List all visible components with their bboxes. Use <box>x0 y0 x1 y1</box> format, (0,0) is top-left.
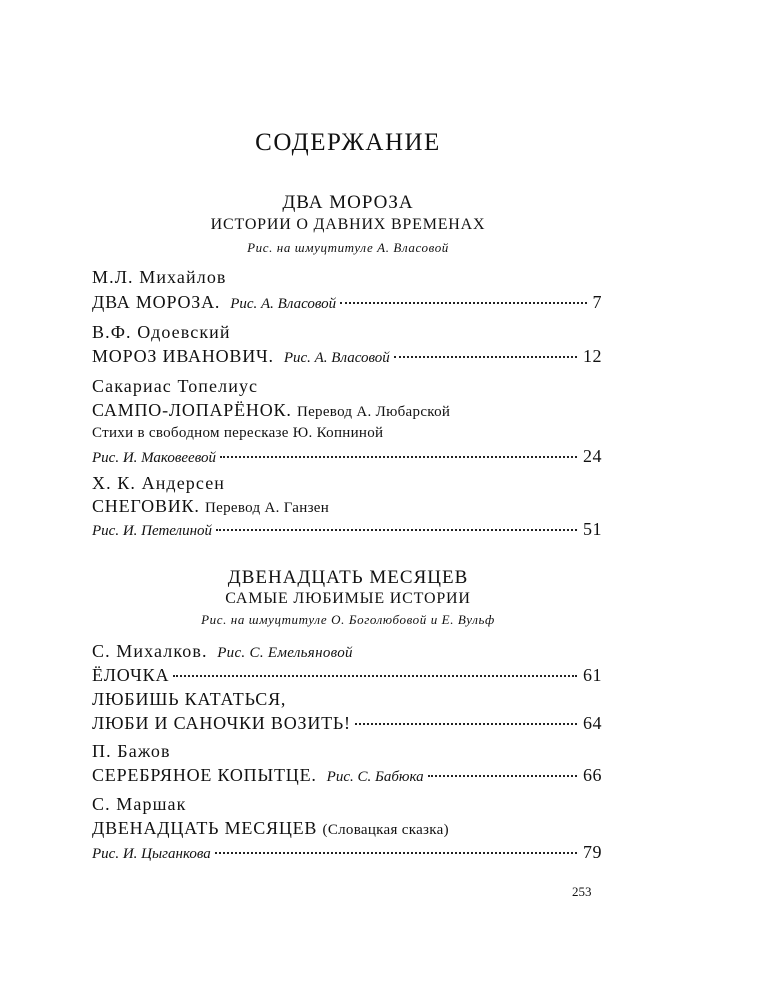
entry-page-number: 64 <box>583 713 602 733</box>
entry-author: С. Маршак <box>92 794 187 814</box>
entry-page-number: 7 <box>592 292 602 312</box>
toc-entry[interactable] <box>92 346 602 367</box>
entry-page-number: 61 <box>583 665 602 685</box>
dot-leader <box>216 529 577 531</box>
entry-translation: Перевод А. Ганзен <box>204 500 330 516</box>
entry-title: ЛЮБИ И САНОЧКИ ВОЗИТЬ! <box>92 713 351 733</box>
entry-note: Стихи в свободном пересказе Ю. Копниной <box>92 425 384 441</box>
entry-title-line[interactable] <box>92 400 450 421</box>
entry-author: Сакариас Топелиус <box>92 376 259 396</box>
entry-author: С. Михалков. <box>92 641 208 661</box>
entry-author: Х. К. Андерсен <box>92 473 226 493</box>
dot-leader <box>428 775 577 777</box>
entry-illustration: Рис. И. Цыганкова <box>92 846 211 862</box>
entry-title: ДВЕНАДЦАТЬ МЕСЯЦЕВ <box>92 818 318 838</box>
entry-title-line[interactable] <box>92 818 449 839</box>
entry-title-line[interactable] <box>92 496 329 517</box>
entry-author: П. Бажов <box>92 741 171 761</box>
entry-page-number: 79 <box>583 842 602 862</box>
toc-entry[interactable] <box>92 665 602 686</box>
toc-entry[interactable] <box>92 842 602 863</box>
entry-title: ДВА МОРОЗА. <box>92 292 221 312</box>
entry-author-line <box>92 641 353 662</box>
toc-entry[interactable] <box>92 765 602 786</box>
entry-author: М.Л. Михайлов <box>92 267 227 287</box>
entry-illustration: Рис. И. Петелиной <box>92 523 213 539</box>
entry-page-number: 24 <box>583 446 602 466</box>
entry-author: В.Ф. Одоевский <box>92 322 231 342</box>
toc-entry[interactable] <box>92 446 602 467</box>
dot-leader <box>355 723 577 725</box>
entry-title: СНЕГОВИК. <box>92 496 200 516</box>
dot-leader <box>394 356 577 358</box>
entry-subtitle: (Словацкая сказка) <box>322 822 449 838</box>
toc-entry[interactable] <box>92 292 602 313</box>
toc-entry[interactable] <box>92 519 602 540</box>
section-illustrator: Рис. на шмуцтитуле О. Боголюбовой и Е. Вульф <box>201 612 495 627</box>
section-illustrator: Рис. на шмуцтитуле А. Власовой <box>247 240 449 255</box>
page-folio: 253 <box>572 884 592 899</box>
dot-leader <box>173 675 577 677</box>
entry-illustration: Рис. А. Власовой <box>230 296 337 312</box>
entry-page-number: 51 <box>583 519 602 539</box>
dot-leader <box>220 456 577 458</box>
entry-title: СЕРЕБРЯНОЕ КОПЫТЦЕ. <box>92 765 317 785</box>
section-title: ДВЕНАДЦАТЬ МЕСЯЦЕВ <box>227 567 469 588</box>
section-subtitle: ИСТОРИИ О ДАВНИХ ВРЕМЕНАХ <box>210 216 486 233</box>
entry-illustration: Рис. А. Власовой <box>283 350 390 366</box>
dot-leader <box>215 852 577 854</box>
entry-title: ЁЛОЧКА <box>92 665 170 685</box>
entry-title: МОРОЗ ИВАНОВИЧ. <box>92 346 274 366</box>
page-title: СОДЕРЖАНИЕ <box>255 129 441 156</box>
entry-illustration: Рис. С. Бабюка <box>326 769 424 785</box>
entry-page-number: 12 <box>583 346 602 366</box>
entry-page-number: 66 <box>583 765 602 785</box>
section-subtitle: САМЫЕ ЛЮБИМЫЕ ИСТОРИИ <box>225 590 471 607</box>
entry-title-line1[interactable]: ЛЮБИШЬ КАТАТЬСЯ, <box>92 689 287 709</box>
dot-leader <box>340 302 586 304</box>
entry-translation: Перевод А. Любарской <box>296 404 451 420</box>
toc-entry[interactable] <box>92 713 602 734</box>
section-title: ДВА МОРОЗА <box>282 192 414 213</box>
entry-illustration: Рис. С. Емельяновой <box>217 645 353 661</box>
entry-illustration: Рис. И. Маковеевой <box>92 450 217 466</box>
entry-title: САМПО-ЛОПАРЁНОК. <box>92 400 292 420</box>
